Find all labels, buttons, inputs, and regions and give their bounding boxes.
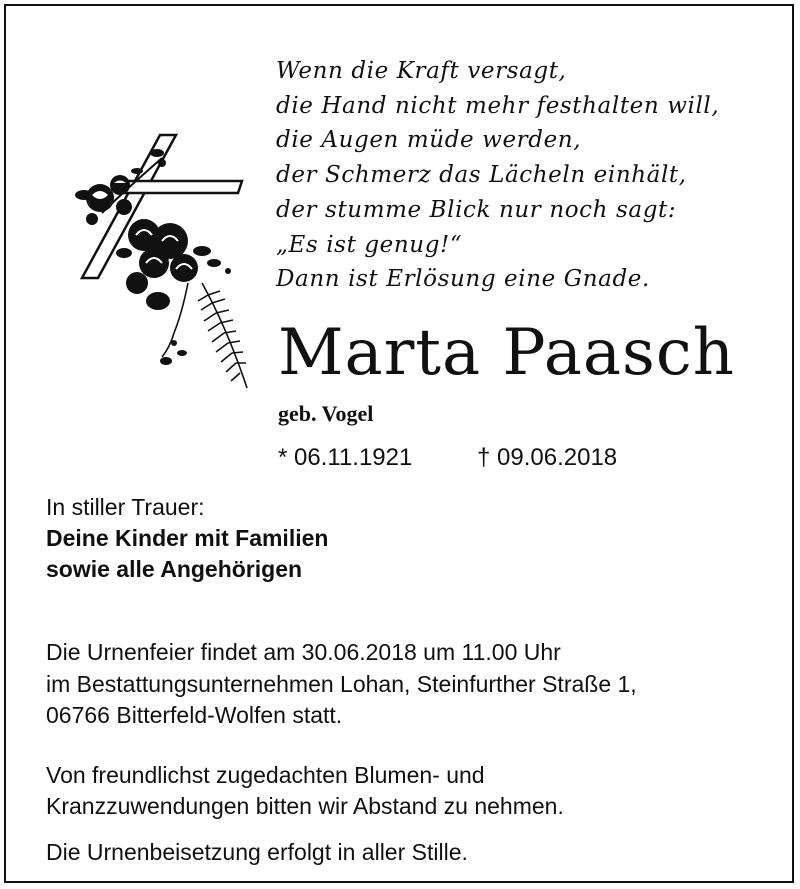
obituary-notice (4, 4, 794, 883)
poem-line: der Schmerz das Lächeln einhält, (276, 162, 687, 189)
poem-line: der stumme Blick nur noch sagt: (276, 196, 677, 223)
mourners-block (46, 492, 328, 585)
poem-line: Dann ist Erlösung eine Gnade. (276, 266, 650, 293)
mourners-line: Deine Kinder mit Familien (46, 525, 329, 551)
flowers-line: Kranzzuwendungen bitten wir Abstand zu nehmen. (46, 793, 564, 819)
birth-date: * 06.11.1921 (278, 444, 413, 471)
poem-line: die Hand nicht mehr festhalten will, (276, 92, 720, 119)
burial-line: Die Urnenbeisetzung erfolgt in aller Stille. (46, 838, 468, 865)
poem-line: „Es ist genug!“ (276, 231, 463, 258)
poem-line: Wenn die Kraft versagt, (276, 58, 567, 84)
life-dates (278, 444, 617, 472)
mourners-intro: In stiller Trauer: (46, 494, 205, 520)
mourners-line: sowie alle Angehörigen (46, 556, 303, 582)
flowers-line: Von freundlichst zugedachten Blumen- und (46, 761, 485, 788)
ceremony-line: Die Urnenfeier findet am 30.06.2018 um 11.00 Uhr (46, 639, 561, 665)
cross-with-roses-icon (62, 123, 252, 393)
death-date: † 09.06.2018 (477, 444, 618, 471)
poem-line: die Augen müde werden, (276, 127, 582, 154)
deceased-name: Marta Paasch (278, 316, 735, 390)
maiden-name: geb. Vogel (278, 401, 374, 426)
poem (276, 54, 719, 297)
service-details (46, 623, 637, 868)
ceremony-line: 06766 Bitterfeld-Wolfen statt. (46, 702, 343, 728)
ceremony-line: im Bestattungsunternehmen Lohan, Steinfurther Straße 1, (46, 670, 637, 697)
